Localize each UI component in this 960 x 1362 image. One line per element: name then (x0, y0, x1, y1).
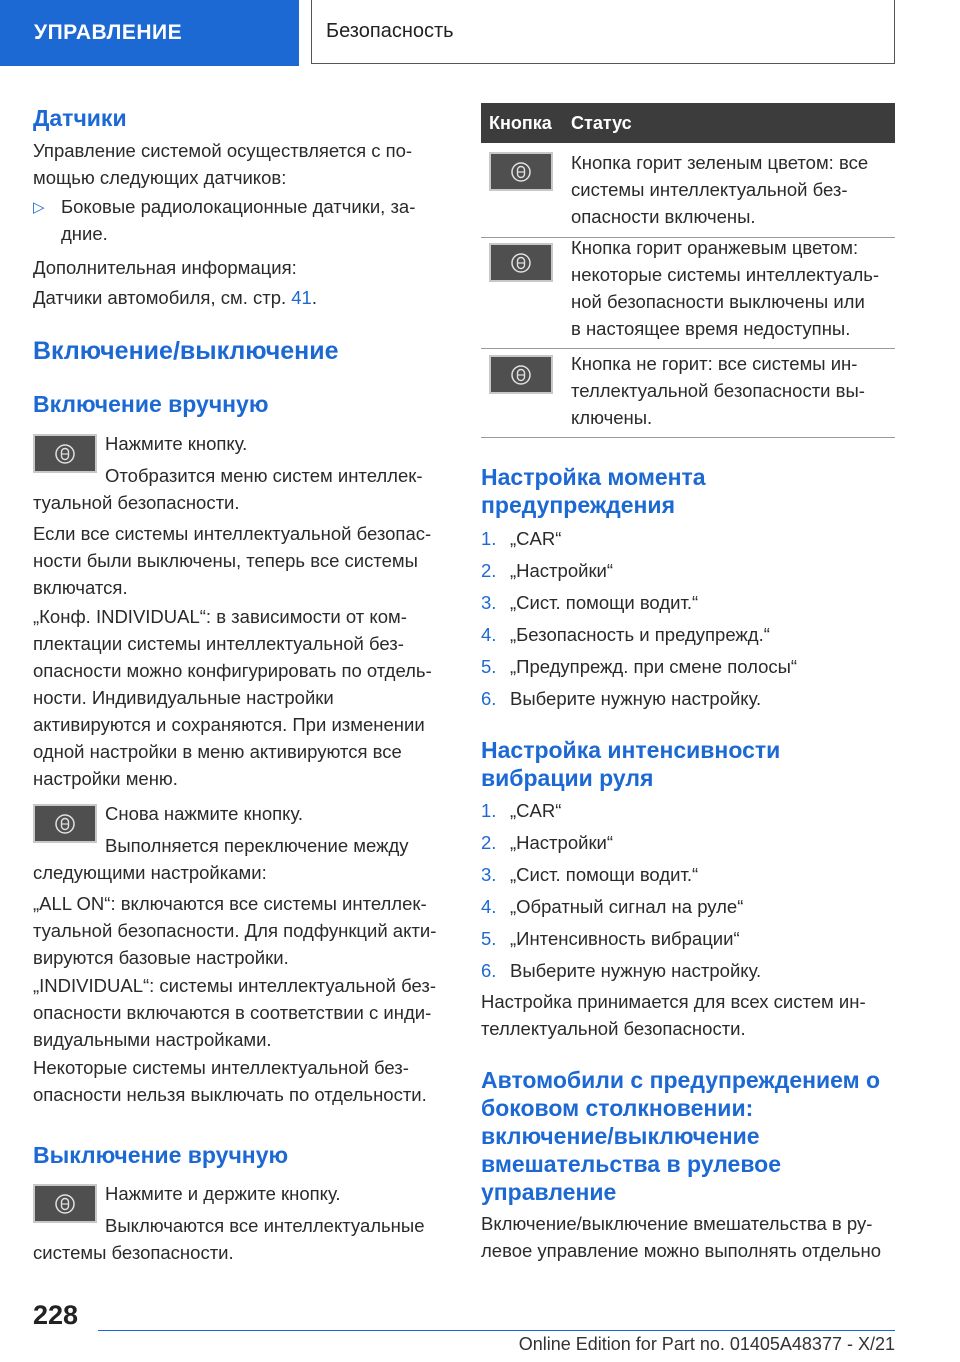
footer-edition: Online Edition for Part no. 01405A48377 - X/21 (518, 1334, 895, 1354)
section-tab: УПРАВЛЕНИЕ (0, 0, 299, 66)
more-info: Дополнительная информация: (33, 257, 297, 278)
page-link[interactable]: 41 (291, 287, 312, 308)
status-table-header (481, 103, 895, 143)
table-row (481, 237, 895, 349)
manual-off-title: Выключение вручную (33, 1142, 289, 1168)
sensors-intro: Управление системой осуществляется с по- мощью следующих датчиков: (33, 140, 413, 188)
side-collision-text: Включение/выключение вмешательства в ру- левое управление можно выполнять отдельно (481, 1213, 882, 1261)
status-text: Кнопка горит оранжевым цветом: некоторые системы интеллектуаль- ной безопасности выключены или в настоящее время недоступны. (571, 237, 880, 339)
list-item: 4. „Безопасность и предупрежд.“ (481, 624, 770, 645)
status-text: Кнопка горит зеленым цветом: все системы интеллектуальной без- опасности включены. (571, 152, 869, 227)
safety-button-image (489, 152, 553, 191)
safety-button-icon (510, 363, 532, 387)
list-item: 6. Выберите нужную настройку. (481, 960, 762, 981)
list-item: 3. „Сист. помощи водит.“ (481, 864, 699, 885)
footer-divider (98, 1330, 895, 1331)
list-item: 4. „Обратный сигнал на руле“ (481, 896, 744, 917)
table-row (481, 348, 895, 438)
menu-shown-text: Отобразится меню систем интеллек- туальной безопасности. (33, 465, 423, 513)
press-hold-text: Нажмите и держите кнопку. (105, 1183, 341, 1204)
subsection-title: Безопасность (311, 0, 895, 64)
sensors-bullet: ▷ Боковые радиолокационные датчики, за- дние. (33, 196, 416, 244)
safety-button-image (489, 355, 553, 394)
table-row (481, 143, 895, 238)
onoff-title: Включение/выключение (33, 337, 339, 365)
list-item: 2. „Настройки“ (481, 560, 614, 581)
status-text: Кнопка не горит: все системы ин- теллектуальной безопасности вы- ключены. (571, 353, 865, 428)
side-collision-title: Автомобили с предупреждением о боковом столкновении: включение/выключение вмешательства в рулевое управление (481, 1067, 881, 1205)
warn-setting-title: Настройка момента предупреждения (481, 464, 706, 518)
safety-button-icon (510, 160, 532, 184)
list-item: 5. „Интенсивность вибрации“ (481, 928, 740, 949)
press-again-text: Снова нажмите кнопку. (105, 803, 303, 824)
page-number: 228 (33, 1300, 79, 1330)
list-item: 1. „CAR“ (481, 800, 562, 821)
list-item: 6. Выберите нужную настройку. (481, 688, 762, 709)
car-sensors-ref: Датчики автомобиля, см. стр. 41. (33, 287, 317, 308)
list-item: 2. „Настройки“ (481, 832, 614, 853)
bullet-triangle-icon: ▷ (33, 199, 45, 216)
manual-on-title: Включение вручную (33, 391, 269, 417)
sensors-title: Датчики (33, 105, 127, 131)
list-item: 1. „CAR“ (481, 528, 562, 549)
safety-button-image (489, 243, 553, 282)
all-off-paragraph: Если все системы интеллектуальной безопас- ности были выключены, теперь все системы включатся. (33, 523, 432, 598)
list-item: 5. „Предупрежд. при смене полосы“ (481, 656, 798, 677)
all-off-text: Выключаются все интеллектуальные системы безопасности. (33, 1215, 425, 1263)
col-status-header: Статус (571, 113, 632, 133)
col-button-header: Кнопка (489, 113, 552, 133)
vibration-setting-title: Настройка интенсивности вибрации руля (481, 737, 781, 791)
list-item: 3. „Сист. помощи водит.“ (481, 592, 699, 613)
press-button-text: Нажмите кнопку. (105, 433, 248, 454)
conf-individual-paragraph: „Конф. INDIVIDUAL“: в зависимости от ком- плектации системы интеллектуальной без- опасности можно конфигурировать по отдель- ности. Индивидуальные настройки активируются и сохраняются. При изменении одной настройки в меню активируются все настройки меню. (33, 606, 432, 789)
individual-paragraph: „INDIVIDUAL“: системы интеллектуальной без- опасности включаются в соответствии с инди- видуальными настройками. (33, 975, 436, 1050)
switching-text: Выполняется переключение между следующими настройками: (33, 835, 409, 883)
all-on-paragraph: „ALL ON“: включаются все системы интеллек- туальной безопасности. Для подфункций акти- вируются базовые настройки. (33, 893, 437, 968)
vibration-note: Настройка принимается для всех систем ин- теллектуальной безопасности. (481, 991, 866, 1039)
safety-button-icon (510, 251, 532, 275)
some-systems-paragraph: Некоторые системы интеллектуальной без- опасности нельзя выключать по отдельности. (33, 1057, 427, 1105)
